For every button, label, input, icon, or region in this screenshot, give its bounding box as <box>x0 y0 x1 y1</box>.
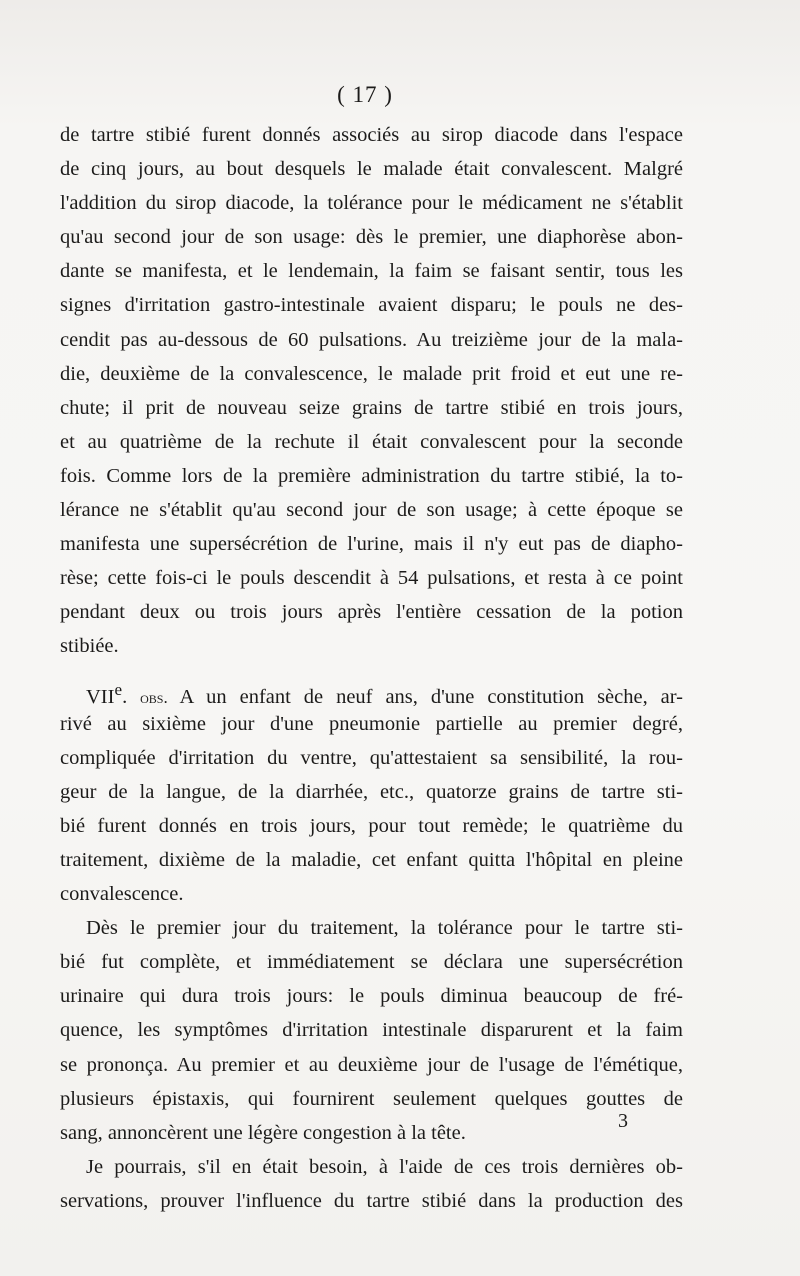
text-line: traitement, dixième de la maladie, cet enfant quitta l'hôpital en pleine <box>60 848 683 871</box>
text-line: cendit pas au-dessous de 60 pulsations. Au treizième jour de la mala- <box>60 328 683 351</box>
text-line: de tartre stibié furent donnés associés au sirop diacode dans l'espace <box>60 124 683 146</box>
text-line: Je pourrais, s'il en était besoin, à l'aide de ces trois dernières ob- <box>86 1155 683 1178</box>
text-line: geur de la langue, de la diarrhée, etc., quatorze grains de tartre sti- <box>60 780 683 803</box>
observation-label: VII <box>86 685 115 708</box>
text-line: bié fut complète, et immédiatement se déclara une supersécrétion <box>60 951 683 974</box>
text-line: fois. Comme lors de la première administration du tartre stibié, la to- <box>60 464 683 487</box>
text-line: VIIe. obs. A un enfant de neuf ans, d'une constitution sèche, ar- <box>86 679 684 708</box>
text-line: signes d'irritation gastro-intestinale avaient disparu; le pouls ne des- <box>60 294 683 317</box>
text-line: dante se manifesta, et le lendemain, la faim se faisant sentir, tous les <box>60 260 683 283</box>
text-line: bié furent donnés en trois jours, pour tout remède; le quatrième du <box>60 814 683 837</box>
paragraph-1 <box>60 118 683 664</box>
text-line: die, deuxième de la convalescence, le malade prit froid et eut une re- <box>60 362 683 385</box>
text-line: sang, annoncèrent une légère congestion à la tête. <box>60 1121 466 1144</box>
text-line: compliquée d'irritation du ventre, qu'attestaient sa sensibilité, la rou- <box>60 746 683 769</box>
observation-first-line: A un enfant de neuf ans, d'une constitution sèche, ar- <box>167 685 684 708</box>
text-line: rivé au sixième jour d'une pneumonie partielle au premier degré, <box>60 712 683 735</box>
text-line: lérance ne s'établit qu'au second jour de son usage; à cette époque se <box>60 499 683 522</box>
signature-mark: 3 <box>618 1110 628 1132</box>
observation-vii-paragraph <box>60 673 683 912</box>
text-line: rèse; cette fois-ci le pouls descendit à 54 pulsations, et resta à ce point <box>60 567 683 590</box>
paragraph-3 <box>60 911 683 1150</box>
text-line: convalescence. <box>60 883 184 906</box>
text-line: servations, prouver l'influence du tartre stibié dans la production des <box>60 1189 683 1212</box>
text-line: et au quatrième de la rechute il était convalescent pour la seconde <box>60 430 683 453</box>
page-body <box>60 118 683 1218</box>
text-line: de cinq jours, au bout desquels le malade était convalescent. Malgré <box>60 158 683 181</box>
observation-abbrev: obs. <box>140 687 168 707</box>
text-line: se prononça. Au premier et au deuxième jour de l'usage de l'émétique, <box>60 1053 683 1076</box>
text-line: quence, les symptômes d'irritation intestinale disparurent et la faim <box>60 1019 683 1042</box>
paragraph-4 <box>60 1150 683 1218</box>
text-line: Dès le premier jour du traitement, la tolérance pour le tartre sti- <box>86 917 683 940</box>
text-line: stibiée. <box>60 635 119 658</box>
text-line: plusieurs épistaxis, qui fournirent seulement quelques gouttes de <box>60 1087 683 1110</box>
text-line: qu'au second jour de son usage: dès le premier, une diaphorèse abon- <box>60 226 683 249</box>
text-line: manifesta une supersécrétion de l'urine, mais il n'y eut pas de diapho- <box>60 533 683 556</box>
text-line: pendant deux ou trois jours après l'entière cessation de la potion <box>60 601 683 624</box>
text-line: chute; il prit de nouveau seize grains de tartre stibié en trois jours, <box>60 396 683 419</box>
text-line: l'addition du sirop diacode, la tolérance pour le médicament ne s'établit <box>60 192 683 215</box>
observation-label-superscript: e <box>114 679 123 699</box>
text-line: urinaire qui dura trois jours: le pouls diminua beaucoup de fré- <box>60 985 683 1008</box>
page-number: ( 17 ) <box>337 82 393 107</box>
